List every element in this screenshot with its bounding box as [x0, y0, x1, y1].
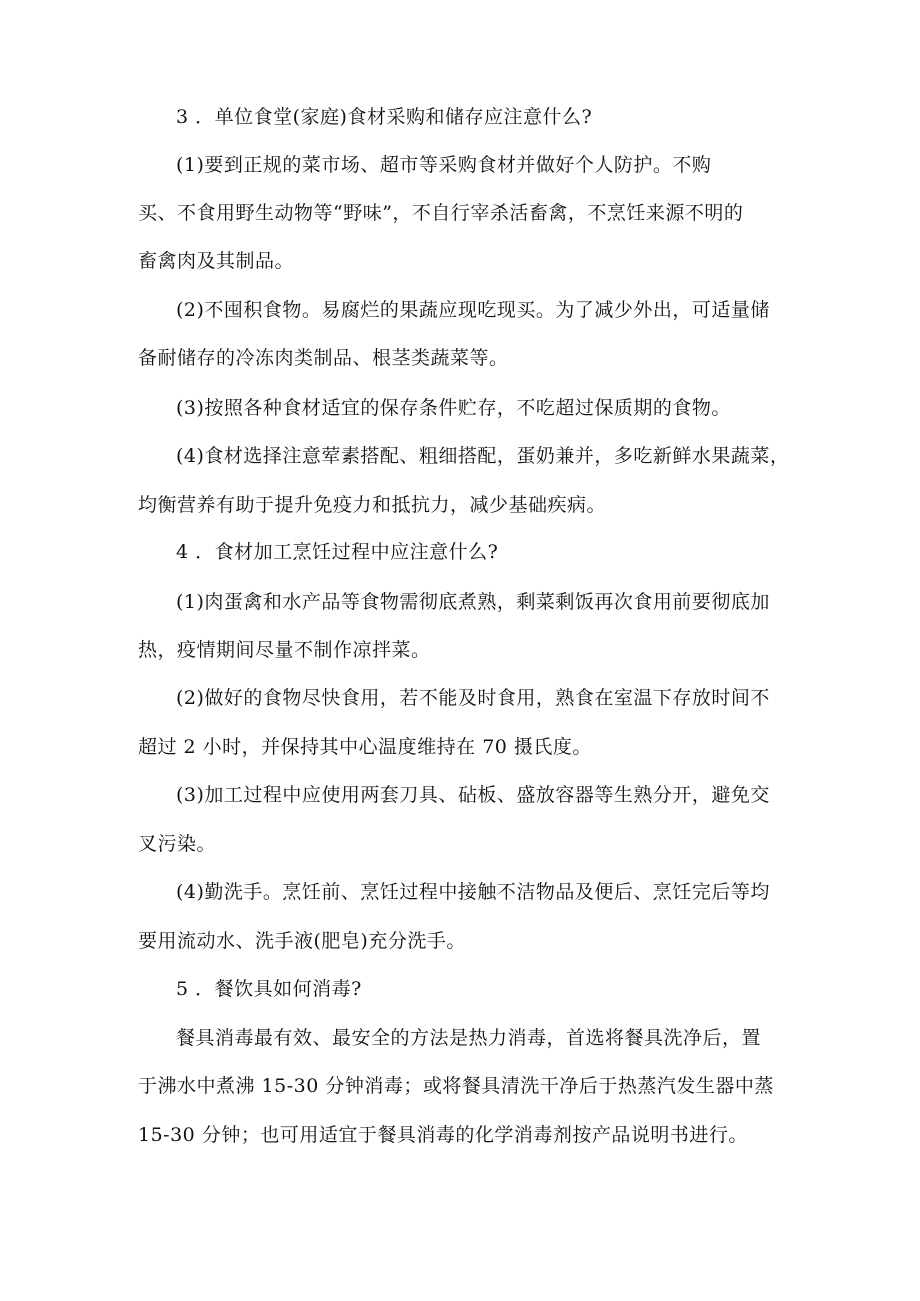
- question-3-heading: 3 ．单位食堂(家庭)食材采购和储存应注意什么?: [176, 106, 593, 128]
- q4-item-2-line-1: (2)做好的食物尽快食用，若不能及时食用，熟食在室温下存放时间不: [176, 687, 770, 709]
- q4-item-2-line-2: 超过 2 小时，并保持其中心温度维持在 70 摄氏度。: [138, 736, 592, 758]
- q3-item-2-line-1: (2)不囤积食物。易腐烂的果蔬应现吃现买。为了减少外出，可适量储: [176, 299, 770, 321]
- q5-answer-line-2: 于沸水中煮沸 15-30 分钟消毒；或将餐具清洗干净后于热蒸汽发生器中蒸: [138, 1075, 774, 1097]
- q5-answer-line-3: 15-30 分钟；也可用适宜于餐具消毒的化学消毒剂按产品说明书进行。: [138, 1124, 748, 1146]
- q3-item-2-line-2: 备耐储存的冷冻肉类制品、根茎类蔬菜等。: [138, 347, 509, 369]
- q4-item-3-line-1: (3)加工过程中应使用两套刀具、砧板、盛放容器等生熟分开，避免交: [176, 784, 770, 806]
- q3-item-4-line-1: (4)食材选择注意荤素搭配、粗细搭配，蛋奶兼并，多吃新鲜水果蔬菜，: [176, 445, 790, 467]
- q3-item-1-line-1: (1)要到正规的菜市场、超市等采购食材并做好个人防护。不购: [176, 154, 712, 176]
- q3-item-3-line-1: (3)按照各种食材适宜的保存条件贮存，不吃超过保质期的食物。: [176, 397, 731, 419]
- question-5-heading: 5 ．餐饮具如何消毒?: [176, 978, 362, 1000]
- q4-item-1-line-2: 热，疫情期间尽量不制作凉拌菜。: [138, 639, 431, 661]
- q3-item-1-line-2: 买、不食用野生动物等“野味”，不自行宰杀活畜禽，不烹饪来源不明的: [138, 202, 744, 224]
- q4-item-4-line-1: (4)勤洗手。烹饪前、烹饪过程中接触不洁物品及便后、烹饪完后等均: [176, 881, 770, 903]
- question-4-heading: 4 ．食材加工烹饪过程中应注意什么?: [176, 541, 499, 563]
- q3-item-1-line-3: 畜禽肉及其制品。: [138, 250, 295, 272]
- q3-item-4-line-2: 均衡营养有助于提升免疫力和抵抗力，减少基础疾病。: [138, 494, 607, 516]
- q4-item-1-line-1: (1)肉蛋禽和水产品等食物需彻底煮熟，剩菜剩饭再次食用前要彻底加: [176, 591, 770, 613]
- q4-item-3-line-2: 叉污染。: [138, 833, 217, 855]
- q4-item-4-line-2: 要用流动水、洗手液(肥皂)充分洗手。: [138, 930, 466, 952]
- q5-answer-line-1: 餐具消毒最有效、最安全的方法是热力消毒，首选将餐具洗净后，置: [176, 1027, 762, 1049]
